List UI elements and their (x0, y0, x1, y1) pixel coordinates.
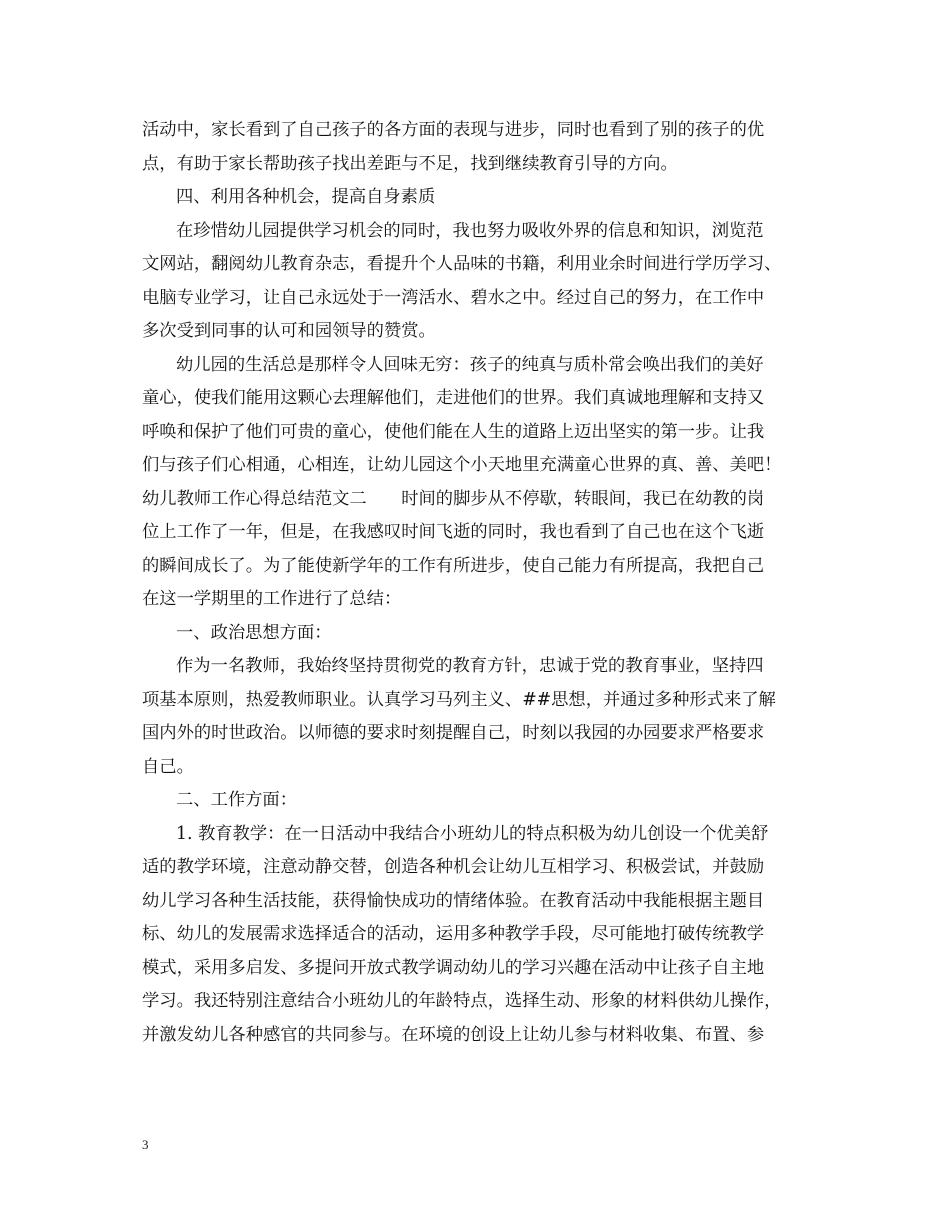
text-line: 一、政治思想方面： (176, 622, 332, 643)
page-number: 3 (142, 1137, 149, 1152)
text-line: 适的教学环境，注意动静交替，创造各种机会让幼儿互相学习、积极尝试，并鼓励 (142, 857, 765, 877)
text-line: 们与孩子们心相通，心相连，让幼儿园这个小天地里充满童心世界的真、善、美吧！ (142, 455, 782, 475)
text-line: 标、幼儿的发展需求选择适合的活动，运用多种教学手段，尽可能地打破传统教学 (142, 924, 765, 944)
text-line: 活动中，家长看到了自己孩子的各方面的表现与进步，同时也看到了别的孩子的优 (142, 120, 765, 140)
document-body (142, 114, 812, 1052)
text-line: 幼儿学习各种生活技能，获得愉快成功的情绪体验。在教育活动中我能根据主题目 (142, 890, 765, 911)
text-line: 幼儿教师工作心得总结范文二 时间的脚步从不停歇，转眼间，我已在幼教的岗 (142, 488, 765, 509)
text-line: 的瞬间成长了。为了能使新学年的工作有所进步，使自己能力有所提高，我把自己 (142, 555, 765, 576)
text-line: 二、工作方面： (176, 790, 297, 810)
text-line: 在这一学期里的工作进行了总结： (142, 589, 402, 609)
text-line: 1. 教育教学：在一日活动中我结合小班幼儿的特点积极为幼儿创设一个优美舒 (176, 823, 769, 844)
text-line: 文网站，翻阅幼儿教育杂志，看提升个人品味的书籍，利用业余时间进行学历学习、 (142, 254, 782, 274)
text-line: 并激发幼儿各种感官的共同参与。在环境的创设上让幼儿参与材料收集、布置、参 (142, 1024, 765, 1045)
text-line: 学习。我还特别注意结合小班幼儿的年龄特点，选择生动、形象的材料供幼儿操作， (142, 991, 782, 1011)
text-line: 项基本原则，热爱教师职业。认真学习马列主义、##思想，并通过多种形式来了解 (142, 689, 776, 710)
text-line: 模式，采用多启发、多提问开放式教学调动幼儿的学习兴趣在活动中让孩子自主地 (142, 957, 765, 978)
text-line: 在珍惜幼儿园提供学习机会的同时，我也努力吸收外界的信息和知识，浏览范 (176, 220, 764, 241)
text-line: 电脑专业学习，让自己永远处于一湾活水、碧水之中。经过自己的努力，在工作中 (142, 287, 765, 308)
text-line: 点，有助于家长帮助孩子找出差距与不足，找到继续教育引导的方向。 (142, 153, 678, 174)
text-line: 作为一名教师，我始终坚持贯彻党的教育方针，忠诚于党的教育事业，坚持四 (176, 656, 764, 676)
text-line: 呼唤和保护了他们可贵的童心，使他们能在人生的道路上迈出坚实的第一步。让我 (142, 421, 765, 442)
text-line: 国内外的时世政治。以师德的要求时刻提醒自己，时刻以我园的办园要求严格要求 (142, 723, 765, 743)
text-line: 幼儿园的生活总是那样令人回味无穷：孩子的纯真与质朴常会唤出我们的美好 (176, 354, 764, 375)
text-line: 位上工作了一年，但是，在我感叹时间飞逝的同时，我也看到了自己也在这个飞逝 (142, 522, 765, 542)
text-line: 多次受到同事的认可和园领导的赞赏。 (142, 321, 436, 341)
text-line: 自己。 (142, 756, 194, 777)
text-line: 四、利用各种机会，提高自身素质 (176, 187, 436, 207)
text-line: 童心，使我们能用这颗心去理解他们，走进他们的世界。我们真诚地理解和支持又 (142, 388, 765, 408)
